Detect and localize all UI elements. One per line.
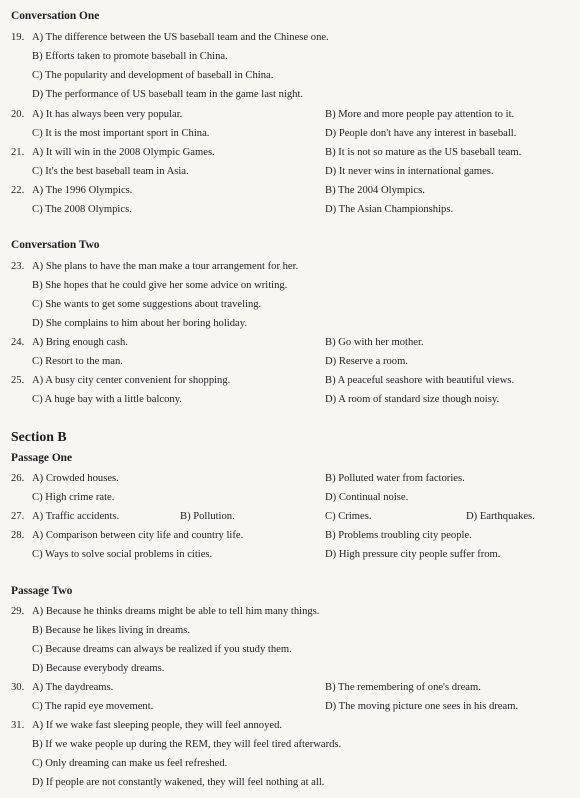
q29-option-a: A) Because he thinks dreams might be able to tell him many things.: [32, 606, 320, 617]
q25-number: 25.: [11, 375, 25, 386]
q30-option-b: B) The remembering of one's dream.: [325, 682, 481, 693]
q24-number: 24.: [11, 337, 25, 348]
q21-option-a: A) It will win in the 2008 Olympic Games.: [32, 147, 215, 158]
q24-option-b: B) Go with her mother.: [325, 337, 424, 348]
q27-option-d: D) Earthquakes.: [466, 511, 535, 522]
q20-option-b: B) More and more people pay attention to it.: [325, 109, 515, 120]
q23-option-b: B) She hopes that he could give her some advice on writing.: [32, 280, 288, 291]
conversation-two-heading: Conversation Two: [11, 239, 100, 251]
q27-number: 27.: [11, 511, 25, 522]
q22-option-d: D) The Asian Championships.: [325, 204, 454, 215]
q30-option-c: C) The rapid eye movement.: [32, 701, 154, 712]
q28-option-a: A) Comparison between city life and country life.: [32, 530, 244, 541]
q31-option-b: B) If we wake people up during the REM, they will feel tired afterwards.: [32, 739, 342, 750]
q19-number: 19.: [11, 32, 25, 43]
q19-option-c: C) The popularity and development of baseball in China.: [32, 70, 274, 81]
q30-option-d: D) The moving picture one sees in his dream.: [325, 701, 519, 712]
q20-number: 20.: [11, 109, 25, 120]
q19-option-b: B) Efforts taken to promote baseball in China.: [32, 51, 228, 62]
q26-option-a: A) Crowded houses.: [32, 473, 119, 484]
conversation-one-heading: Conversation One: [11, 10, 100, 22]
q22-option-c: C) The 2008 Olympics.: [32, 204, 132, 215]
q22-number: 22.: [11, 185, 25, 196]
q23-number: 23.: [11, 261, 25, 272]
q24-option-a: A) Bring enough cash.: [32, 337, 128, 348]
q20-option-a: A) It has always been very popular.: [32, 109, 183, 120]
q29-option-d: D) Because everybody dreams.: [32, 663, 165, 674]
q30-option-a: A) The daydreams.: [32, 682, 114, 693]
q28-option-d: D) High pressure city people suffer from.: [325, 549, 501, 560]
q27-option-c: C) Crimes.: [325, 511, 372, 522]
q22-option-a: A) The 1996 Olympics.: [32, 185, 133, 196]
q19-option-a: A) The difference between the US baseball team and the Chinese one.: [32, 32, 329, 43]
q23-option-a: A) She plans to have the man make a tour arrangement for her.: [32, 261, 299, 272]
q25-option-c: C) A huge bay with a little balcony.: [32, 394, 182, 405]
q28-option-b: B) Problems troubling city people.: [325, 530, 472, 541]
q26-number: 26.: [11, 473, 25, 484]
q24-option-c: C) Resort to the man.: [32, 356, 123, 367]
q28-number: 28.: [11, 530, 25, 541]
passage-one-heading: Passage One: [11, 452, 73, 464]
q27-option-a: A) Traffic accidents.: [32, 511, 120, 522]
q21-option-d: D) It never wins in international games.: [325, 166, 494, 177]
q23-option-c: C) She wants to get some suggestions about traveling.: [32, 299, 262, 310]
q21-option-b: B) It is not so mature as the US baseball team.: [325, 147, 522, 158]
q21-option-c: C) It's the best baseball team in Asia.: [32, 166, 189, 177]
q27-option-b: B) Pollution.: [180, 511, 235, 522]
q28-option-c: C) Ways to solve social problems in cities.: [32, 549, 213, 560]
q22-option-b: B) The 2004 Olympics.: [325, 185, 425, 196]
q26-option-b: B) Polluted water from factories.: [325, 473, 465, 484]
q31-option-c: C) Only dreaming can make us feel refreshed.: [32, 758, 228, 769]
q19-option-d: D) The performance of US baseball team in the game last night.: [32, 89, 304, 100]
q31-number: 31.: [11, 720, 25, 731]
q26-option-d: D) Continual noise.: [325, 492, 409, 503]
q29-option-b: B) Because he likes living in dreams.: [32, 625, 190, 636]
q31-option-a: A) If we wake fast sleeping people, they will feel annoyed.: [32, 720, 283, 731]
q30-number: 30.: [11, 682, 25, 693]
q25-option-a: A) A busy city center convenient for shopping.: [32, 375, 231, 386]
q29-number: 29.: [11, 606, 25, 617]
q21-number: 21.: [11, 147, 25, 158]
q23-option-d: D) She complains to him about her boring holiday.: [32, 318, 247, 329]
q25-option-d: D) A room of standard size though noisy.: [325, 394, 500, 405]
q25-option-b: B) A peaceful seashore with beautiful views.: [325, 375, 515, 386]
passage-two-heading: Passage Two: [11, 585, 73, 597]
q20-option-c: C) It is the most important sport in China.: [32, 128, 210, 139]
q26-option-c: C) High crime rate.: [32, 492, 115, 503]
q24-option-d: D) Reserve a room.: [325, 356, 408, 367]
q29-option-c: C) Because dreams can always be realized if you study them.: [32, 644, 292, 655]
section-b-heading: Section B: [11, 429, 67, 444]
q20-option-d: D) People don't have any interest in baseball.: [325, 128, 517, 139]
q31-option-d: D) If people are not constantly wakened, they will feel nothing at all.: [32, 777, 325, 788]
